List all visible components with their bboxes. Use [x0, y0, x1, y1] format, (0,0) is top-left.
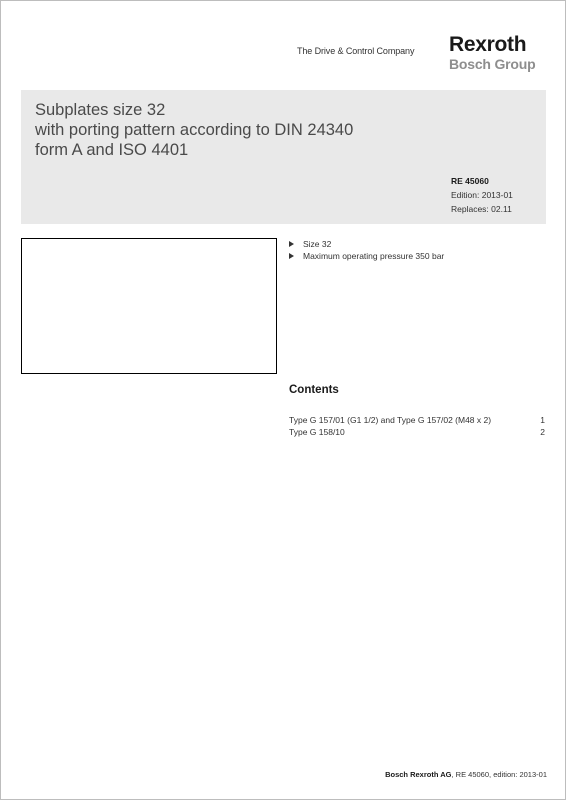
- company-tagline: The Drive & Control Company: [297, 46, 415, 56]
- document-title-line-3: form A and ISO 4401: [35, 141, 189, 159]
- toc-entry-page: 1: [540, 415, 545, 425]
- footer-company: Bosch Rexroth AG: [385, 770, 452, 779]
- feature-list: [289, 238, 444, 262]
- toc-entry[interactable]: [289, 414, 545, 426]
- page-footer: [385, 770, 547, 779]
- feature-item: [289, 250, 444, 262]
- toc-entry-page: 2: [540, 427, 545, 437]
- document-title-line-1: Subplates size 32: [35, 101, 166, 119]
- contents-heading: Contents: [289, 384, 339, 396]
- toc-entry-title: Type G 158/10: [289, 427, 345, 437]
- brand-logo-text: Rexroth: [449, 33, 527, 56]
- bullet-arrow-icon: [289, 253, 294, 259]
- brand-subtitle: Bosch Group: [449, 56, 536, 72]
- feature-text: Size 32: [303, 239, 332, 249]
- document-replaces: Replaces: 02.11: [451, 204, 512, 214]
- product-image-placeholder: [21, 238, 277, 374]
- toc-entry-title: Type G 157/01 (G1 1/2) and Type G 157/02 (M48 x 2): [289, 415, 492, 425]
- toc-entry[interactable]: [289, 426, 545, 438]
- document-edition: Edition: 2013-01: [451, 190, 513, 200]
- bullet-arrow-icon: [289, 241, 294, 247]
- document-number: RE 45060: [451, 176, 489, 186]
- title-band: [21, 90, 546, 224]
- footer-details: , RE 45060, edition: 2013-01: [451, 770, 547, 779]
- feature-text: Maximum operating pressure 350 bar: [303, 251, 445, 261]
- table-of-contents: [289, 414, 545, 438]
- document-title-line-2: with porting pattern according to DIN 24340: [35, 121, 354, 139]
- feature-item: [289, 238, 444, 250]
